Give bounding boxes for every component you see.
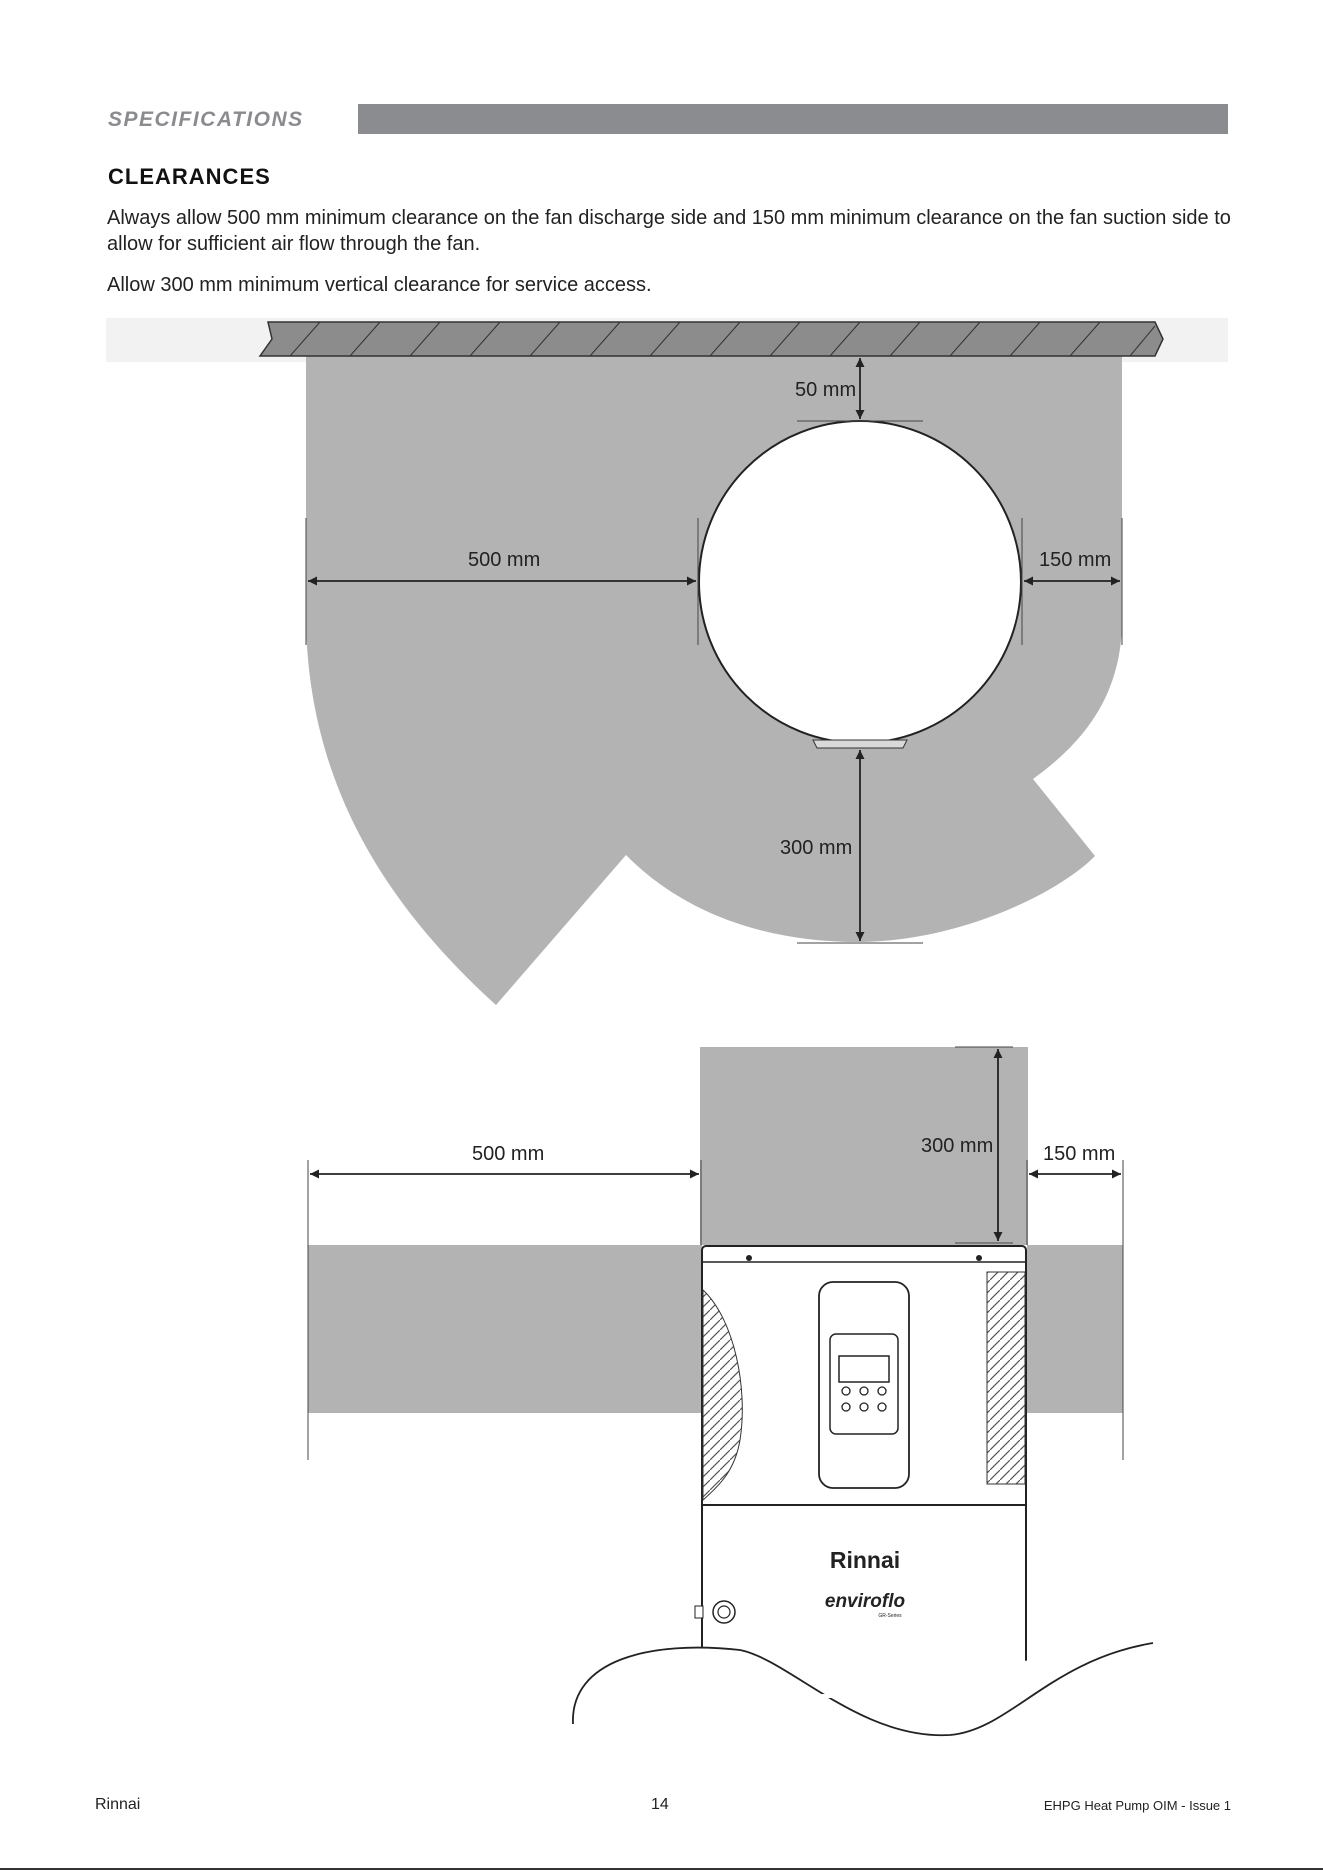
- product-series: GR-Series: [878, 1613, 902, 1619]
- paragraph-clearance: Always allow 500 mm minimum clearance on the fan discharge side and 150 mm minimum clearance on the fan suction side to allow for sufficient air flow through the fan.: [107, 207, 1231, 255]
- heat-pump-base: [813, 740, 907, 748]
- right-grille: [987, 1272, 1025, 1484]
- front-view: [308, 1047, 1153, 1735]
- footer-brand: Rinnai: [95, 1796, 141, 1813]
- label-300-top: 300 mm: [780, 837, 853, 859]
- section-title: SPECIFICATIONS: [108, 108, 304, 131]
- label-300-front: 300 mm: [921, 1135, 994, 1157]
- brand-logo: Rinnai: [829, 1547, 901, 1573]
- footer-doc-title: EHPG Heat Pump OIM - Issue 1: [1043, 1798, 1231, 1813]
- controller: [830, 1334, 898, 1434]
- clearance-zone-top: [306, 352, 1122, 1005]
- product-logo: enviroflo: [824, 1591, 906, 1612]
- clearance-zone-right: [1027, 1245, 1123, 1413]
- label-50: 50 mm: [795, 379, 857, 401]
- paragraph-vertical: Allow 300 mm minimum vertical clearance for service access.: [107, 274, 652, 296]
- roof-slab: [260, 322, 1163, 356]
- label-500-top: 500 mm: [468, 549, 541, 571]
- label-150-top: 150 mm: [1039, 549, 1112, 571]
- clearance-zone-left: [308, 1245, 702, 1413]
- label-150-front: 150 mm: [1043, 1143, 1116, 1165]
- top-view: [106, 318, 1228, 1005]
- controller-display: [839, 1356, 889, 1382]
- heat-pump-top-outline: [699, 421, 1021, 743]
- footer-page-number: 14: [651, 1796, 669, 1813]
- label-500-front: 500 mm: [472, 1143, 545, 1165]
- page-heading: CLEARANCES: [108, 164, 271, 189]
